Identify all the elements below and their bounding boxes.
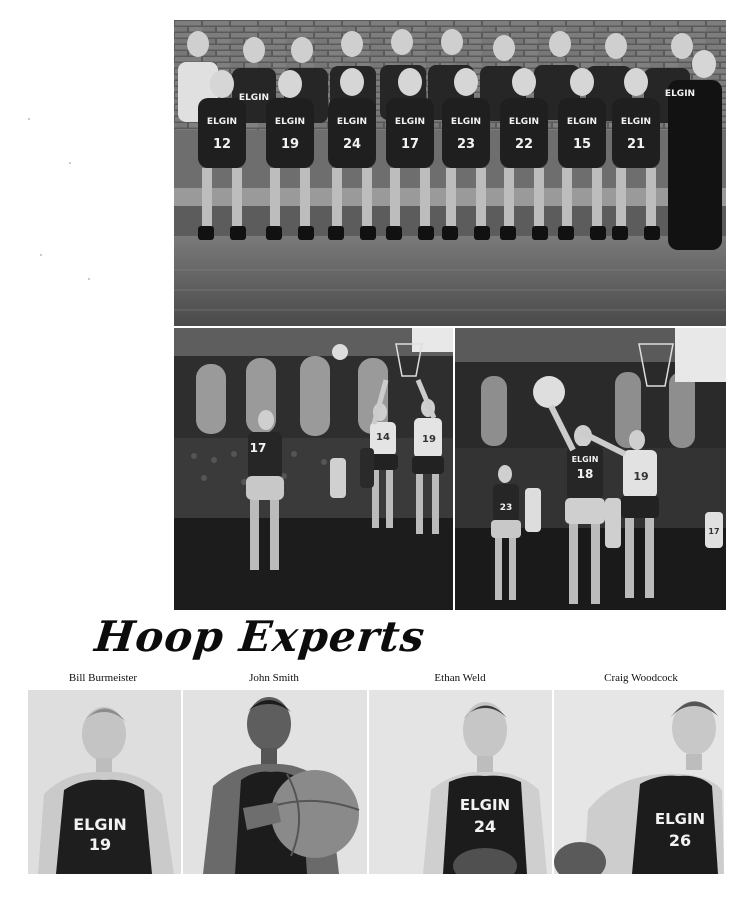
jersey-number: 26 [668,831,692,850]
jersey-number: 19 [633,470,649,483]
jersey-number: 22 [514,137,534,152]
jersey-number: 15 [572,137,592,152]
team-jersey-label: ELGIN [566,117,598,127]
jersey-number: 19 [280,137,300,152]
paper-speck [28,118,30,120]
player-portrait [554,690,724,874]
game-action-photo-left [174,328,453,610]
team-jersey-label-back: ELGIN [238,93,270,103]
paper-speck [88,278,90,280]
paper-speck [69,162,71,164]
team-jersey-label: ELGIN [450,117,482,127]
paper-speck [40,254,42,256]
jersey-number: 17 [400,137,420,152]
team-jersey-label: ELGIN [336,117,368,127]
section-heading: Hoop Experts [92,612,428,661]
jersey-label: ELGIN [654,810,706,828]
game-action-photo-right [455,328,726,610]
team-jersey-label: ELGIN [394,117,426,127]
jersey-label: ELGIN [571,455,599,464]
team-jersey-label: ELGIN [206,117,238,127]
team-photo [174,20,726,326]
jersey-number: 21 [626,137,646,152]
jersey-number: 17 [249,441,267,455]
jersey-number: 19 [88,835,112,854]
team-jersey-label: ELGIN [508,117,540,127]
jersey-number: 24 [342,137,362,152]
player-portrait [28,690,181,874]
team-jersey-label: ELGIN [620,117,652,127]
jersey-number: 17 [708,527,720,536]
jersey-number: 24 [473,817,497,836]
player-name-caption: Craig Woodcock [604,672,678,684]
jersey-number: 14 [376,432,390,443]
team-jersey-label-back: ELGIN [664,89,696,99]
player-name-caption: Bill Burmeister [68,672,138,684]
jersey-number: 23 [456,137,476,152]
player-name-caption: John Smith [249,672,299,684]
jersey-number: 23 [499,503,513,513]
jersey-label: ELGIN [73,815,127,834]
player-portrait [183,690,367,874]
jersey-number: 19 [422,434,436,445]
team-jersey-label: ELGIN [274,117,306,127]
jersey-label: ELGIN [459,796,511,814]
player-name-caption: Ethan Weld [434,672,486,684]
player-portrait [369,690,552,874]
jersey-number: 18 [576,467,594,481]
jersey-number: 12 [212,137,232,152]
